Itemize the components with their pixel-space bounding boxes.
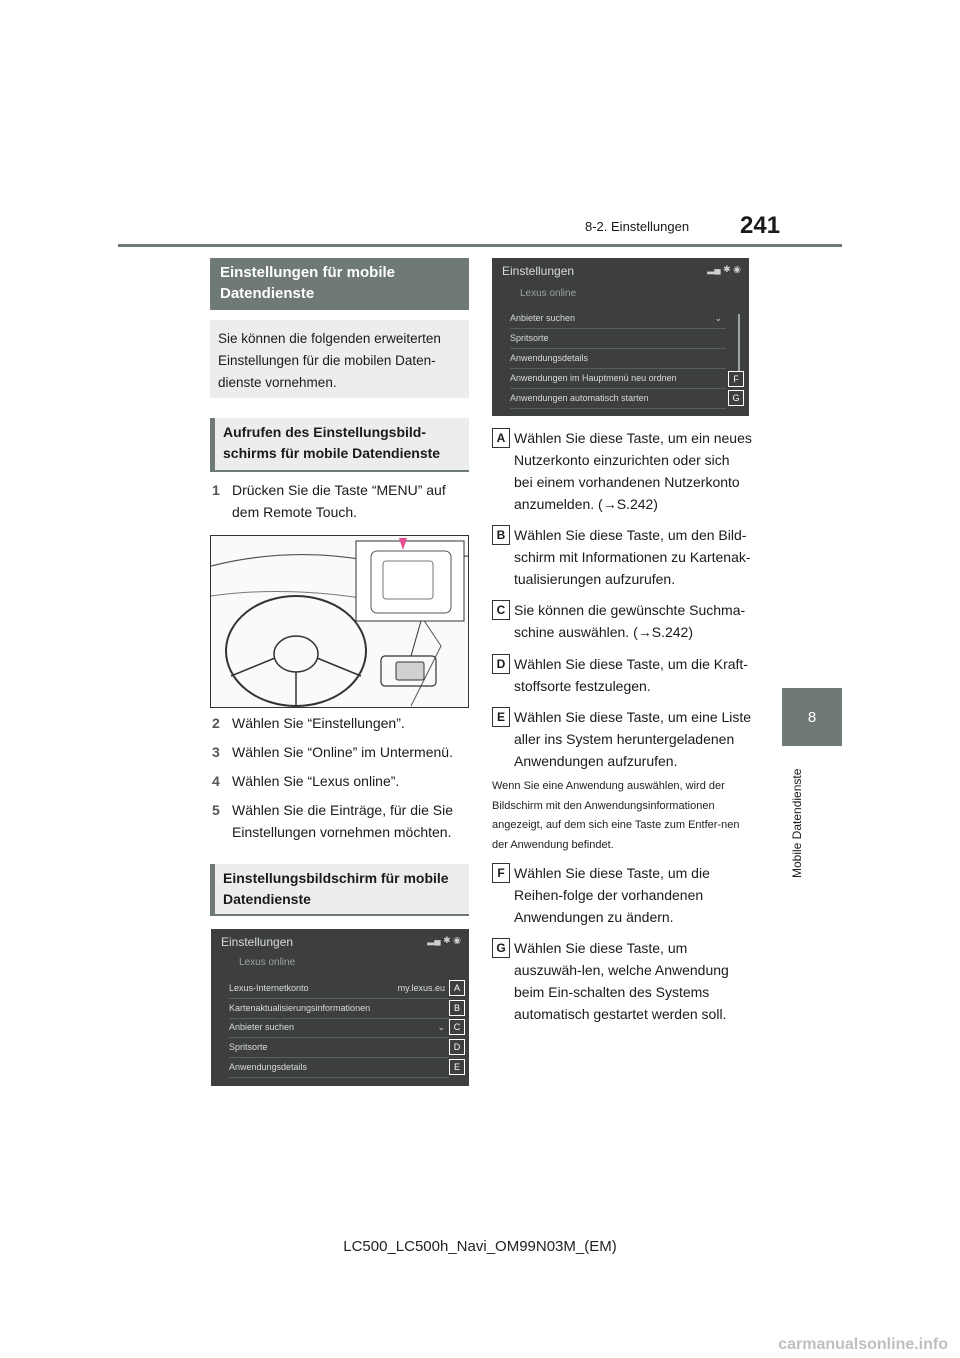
key-b: B [449,1000,465,1016]
key-c: C [449,1019,465,1035]
annotation-c: C Sie können die gewünschte Suchma-schine auswählen. (→S.242) [492,599,752,643]
screen-row-fuel[interactable]: Spritsorte [229,1038,449,1058]
watermark: carmanualsonline.info [778,1336,948,1353]
settings-screen-top [492,258,749,416]
annotation-a: A Wählen Sie diese Taste, um ein neues Nutzerkonto einzurichten oder sich bei einem vorhandenen Nutzerkonto anzumelden. (→S.242) [492,427,752,515]
annotation-d: D Wählen Sie diese Taste, um die Kraft-stoffsorte festzulegen. [492,653,752,697]
screen-row-reorder[interactable]: Anwendungen im Hauptmenü neu ordnen [510,369,726,389]
key-d: D [449,1039,465,1055]
screen-row-autostart[interactable]: Anwendungen automatisch starten [510,389,726,409]
chapter-title: Mobile Datendienste [790,768,804,878]
footer-doc-id: LC500_LC500h_Navi_OM99N03M_(EM) [343,1238,617,1255]
step-4: 4 Wählen Sie “Lexus online”. [212,773,400,789]
sub-heading-screen: Einstellungsbildschirm für mobile Datendienste [210,864,469,916]
screen-row-app-details[interactable]: Anwendungsdetails [510,349,726,369]
key-a: A [449,980,465,996]
screen-title: Einstellungen [502,264,575,278]
settings-screen-bottom [211,929,469,1086]
cockpit-illustration [210,535,469,708]
sub-heading-access: Aufrufen des Einstellungsbild-schirms für mobile Datendienste [210,418,469,472]
screen-subtitle: Lexus online [239,957,296,968]
annotation-b: B Wählen Sie diese Taste, um den Bild-schirm mit Informationen zu Kartenak-tualisierungen aufzurufen. [492,524,752,590]
step-3: 3 Wählen Sie “Online” im Untermenü. [212,744,453,760]
annotation-e: E Wählen Sie diese Taste, um eine Liste aller ins System heruntergeladenen Anwendungen aufzurufen. [492,706,752,772]
scrollbar[interactable] [738,314,740,374]
intro-text: Sie können die folgenden erweiterten Einstellungen für die mobilen Daten-dienste vornehmen. [218,331,441,390]
step-2: 2 Wählen Sie “Einstellungen”. [212,715,405,731]
screen-row-account[interactable]: Lexus-Internetkonto my.lexus.eu [229,979,449,999]
intro-box [210,320,469,398]
annotation-f: F Wählen Sie diese Taste, um die Reihen-folge der vorhandenen Anwendungen zu ändern. [492,862,752,928]
page-number: 241 [740,212,781,239]
note-text: Wenn Sie eine Anwendung auswählen, wird der Bildschirm mit den Anwendungsinformationen angezeigt, auf dem sich eine Taste zum Entfer-nen der Anwendung befindet. [492,780,740,851]
screen-row-provider[interactable]: Anbieter suchen ⌄ [510,309,726,329]
screen-subtitle: Lexus online [520,288,577,299]
status-icons: ▂▄ ✱ ◉ [707,264,741,274]
screen-title: Einstellungen [221,935,294,949]
main-heading: Einstellungen für mobile Datendienste [210,258,469,310]
key-f: F [728,371,744,387]
screen-row-app-details[interactable]: Anwendungsdetails [229,1058,449,1078]
annotation-g: G Wählen Sie diese Taste, um auszuwäh-len, welche Anwendung beim Ein-schalten des Systems automatisch gestartet werden soll. [492,937,752,1025]
header-rule [118,244,842,247]
screen-row-fuel[interactable]: Spritsorte [510,329,726,349]
chapter-tab: 8 [782,688,842,746]
step-1: 1 Drücken Sie die Taste “MENU” auf dem Remote Touch. [212,482,446,520]
section-label: 8-2. Einstellungen [585,219,690,234]
screen-row-provider[interactable]: Anbieter suchen ⌄ [229,1018,449,1038]
screen-row-map-info[interactable]: Kartenaktualisierungsinformationen [229,999,449,1019]
status-icons: ▂▄ ✱ ◉ [427,935,461,945]
key-e: E [449,1059,465,1075]
key-g: G [728,390,744,406]
step-5: 5 Wählen Sie die Einträge, für die Sie Einstellungen vornehmen möchten. [212,802,454,840]
